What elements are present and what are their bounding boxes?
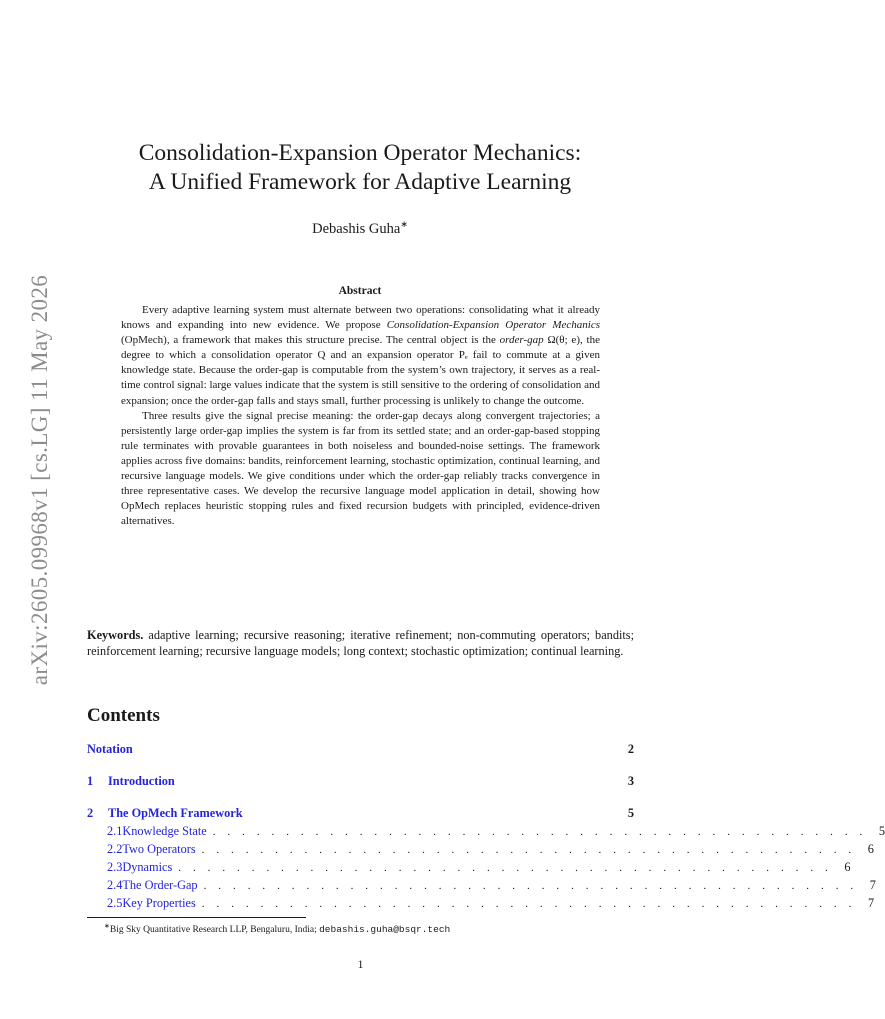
keywords-text: adaptive learning; recursive reasoning; iterative refinement; non-commuting operators; bandits; reinforcement learning; recursive language models; long context; stochastic optimization; continual learning. bbox=[87, 628, 634, 659]
toc-subsection-number[interactable]: 2.1 bbox=[107, 824, 123, 838]
paper-title bbox=[90, 139, 630, 197]
keywords bbox=[87, 627, 634, 660]
toc-section-number[interactable]: 2 bbox=[87, 806, 94, 820]
toc-page-number: 5 bbox=[878, 824, 885, 838]
footnote-rule bbox=[87, 917, 306, 918]
author-name: Debashis Guha bbox=[312, 220, 401, 237]
toc-section-title[interactable]: The OpMech Framework bbox=[108, 806, 243, 820]
toc-page-number: 7 bbox=[869, 877, 876, 892]
contents-heading: Contents bbox=[87, 705, 160, 726]
abstract-paragraph-1 bbox=[121, 303, 600, 409]
toc-subsection-label[interactable]: Two Operators bbox=[122, 841, 196, 856]
footnote bbox=[104, 922, 450, 935]
author-footnote-mark[interactable]: ∗ bbox=[400, 219, 408, 229]
toc-subsection-number[interactable]: 2.3 bbox=[107, 859, 123, 874]
toc-section-introduction[interactable] bbox=[87, 774, 634, 790]
toc-subsection-label[interactable]: Dynamics bbox=[122, 859, 173, 874]
toc-subsection-label[interactable]: Knowledge State bbox=[122, 824, 207, 838]
toc-subsection-order-gap[interactable] bbox=[87, 877, 876, 896]
toc-subsection-knowledge-state[interactable] bbox=[87, 824, 885, 842]
footnote-mark: ∗ bbox=[104, 922, 110, 930]
abstract-paragraph-2: Three results give the signal precise meaning: the order-gap decays along convergent trajectories; a persistently large order-gap implies the system is far from its settled state; and an order-gap-based stopping rule terminates with provable guarantees in both noiseless and bounded-noise settings. The framework applies across five domains: bandits, reinforcement learning, stochastic optimization, continual learning, and recursive language models. We give conditions under which the order-gap reliably tracks convergence in three representative cases. We develop the recursive language model application in detail, showing how OpMech replaces heuristic stopping rules and fixed recursion budgets with principled, evidence-driven alternatives. bbox=[121, 409, 600, 528]
toc-section-label[interactable] bbox=[87, 806, 620, 821]
toc-subsection-number[interactable]: 2.4 bbox=[107, 877, 123, 892]
toc-section-label[interactable] bbox=[87, 774, 620, 789]
footnote-email[interactable]: debashis.guha@bsqr.tech bbox=[319, 924, 451, 936]
toc-page-number: 7 bbox=[867, 895, 875, 910]
toc-section-notation[interactable] bbox=[87, 742, 634, 758]
abstract-text: Ω(θ; e), the degree to which a consolidation operator Q and an expansion operator Pₑ fail to commute at a given knowledge state. Because the order-gap is computable from the system’s own trajectory, it serves as a real-time control signal: large values indicate that the system is still sensitive to the ordering of consolidation and expansion; once the order-gap falls and stays small, further processing is unlikely to change the outcome. bbox=[121, 334, 600, 407]
toc-subsection-dynamics[interactable] bbox=[87, 859, 851, 878]
framework-name-emphasis: Consolidation-Expansion Operator Mechanics bbox=[386, 319, 600, 332]
toc-page-number: 3 bbox=[627, 774, 634, 788]
abstract-body bbox=[121, 303, 600, 529]
toc-subsection-label[interactable]: Key Properties bbox=[122, 895, 196, 910]
toc-leader-dots: . . . . . . . . . . . . . . . . . . . . . . . . . . . . . . . . . . . . . . . . . . . . . bbox=[178, 861, 833, 874]
author-line bbox=[90, 219, 630, 238]
keywords-label: Keywords. bbox=[87, 628, 144, 642]
toc-subsection-number[interactable]: 2.2 bbox=[107, 841, 123, 856]
toc-leader-dots: . . . . . . . . . . . . . . . . . . . . . . . . . . . . . . . . . . . . . . . . . . . . . bbox=[203, 879, 858, 892]
toc-page-number: 6 bbox=[867, 841, 874, 856]
toc-subsection-key-properties[interactable] bbox=[87, 895, 875, 914]
arxiv-identifier-stamp: arXiv:2605.09968v1 [cs.LG] 11 May 2026 bbox=[27, 274, 52, 686]
toc-section-framework[interactable] bbox=[87, 806, 634, 822]
toc-section-label[interactable]: Notation bbox=[87, 742, 133, 756]
table-of-contents bbox=[87, 742, 885, 913]
toc-subsection-number[interactable]: 2.5 bbox=[107, 895, 123, 910]
toc-page-number: 2 bbox=[627, 742, 634, 756]
toc-section-title[interactable]: Introduction bbox=[108, 774, 175, 788]
toc-page-number: 5 bbox=[627, 806, 634, 820]
toc-leader-dots: . . . . . . . . . . . . . . . . . . . . . . . . . . . . . . . . . . . . . . . . . . . . . bbox=[201, 897, 856, 910]
abstract-text: (OpMech), a framework that makes this structure precise. The central object is the bbox=[121, 334, 500, 347]
abstract-text: Every adaptive learning system must alternate between two operations: consolidating what it already knows and expanding into new evidence. We propose bbox=[121, 304, 600, 332]
page-number: 1 bbox=[357, 957, 364, 971]
order-gap-emphasis: order-gap bbox=[499, 334, 544, 347]
title-line-1: Consolidation-Expansion Operator Mechanics: bbox=[138, 140, 582, 166]
toc-subsection-label[interactable]: The Order-Gap bbox=[122, 877, 198, 892]
toc-subsection-two-operators[interactable] bbox=[87, 841, 874, 860]
toc-section-number[interactable]: 1 bbox=[87, 774, 94, 788]
abstract-heading: Abstract bbox=[338, 285, 382, 297]
footnote-text: Big Sky Quantitative Research LLP, Bengaluru, India; bbox=[109, 925, 320, 936]
title-line-2: A Unified Framework for Adaptive Learning bbox=[148, 169, 572, 195]
toc-leader-dots: . . . . . . . . . . . . . . . . . . . . . . . . . . . . . . . . . . . . . . . . . . . . . bbox=[212, 826, 867, 838]
toc-leader-dots: . . . . . . . . . . . . . . . . . . . . . . . . . . . . . . . . . . . . . . . . . . . . . bbox=[201, 843, 856, 856]
toc-page-number: 6 bbox=[844, 859, 851, 874]
